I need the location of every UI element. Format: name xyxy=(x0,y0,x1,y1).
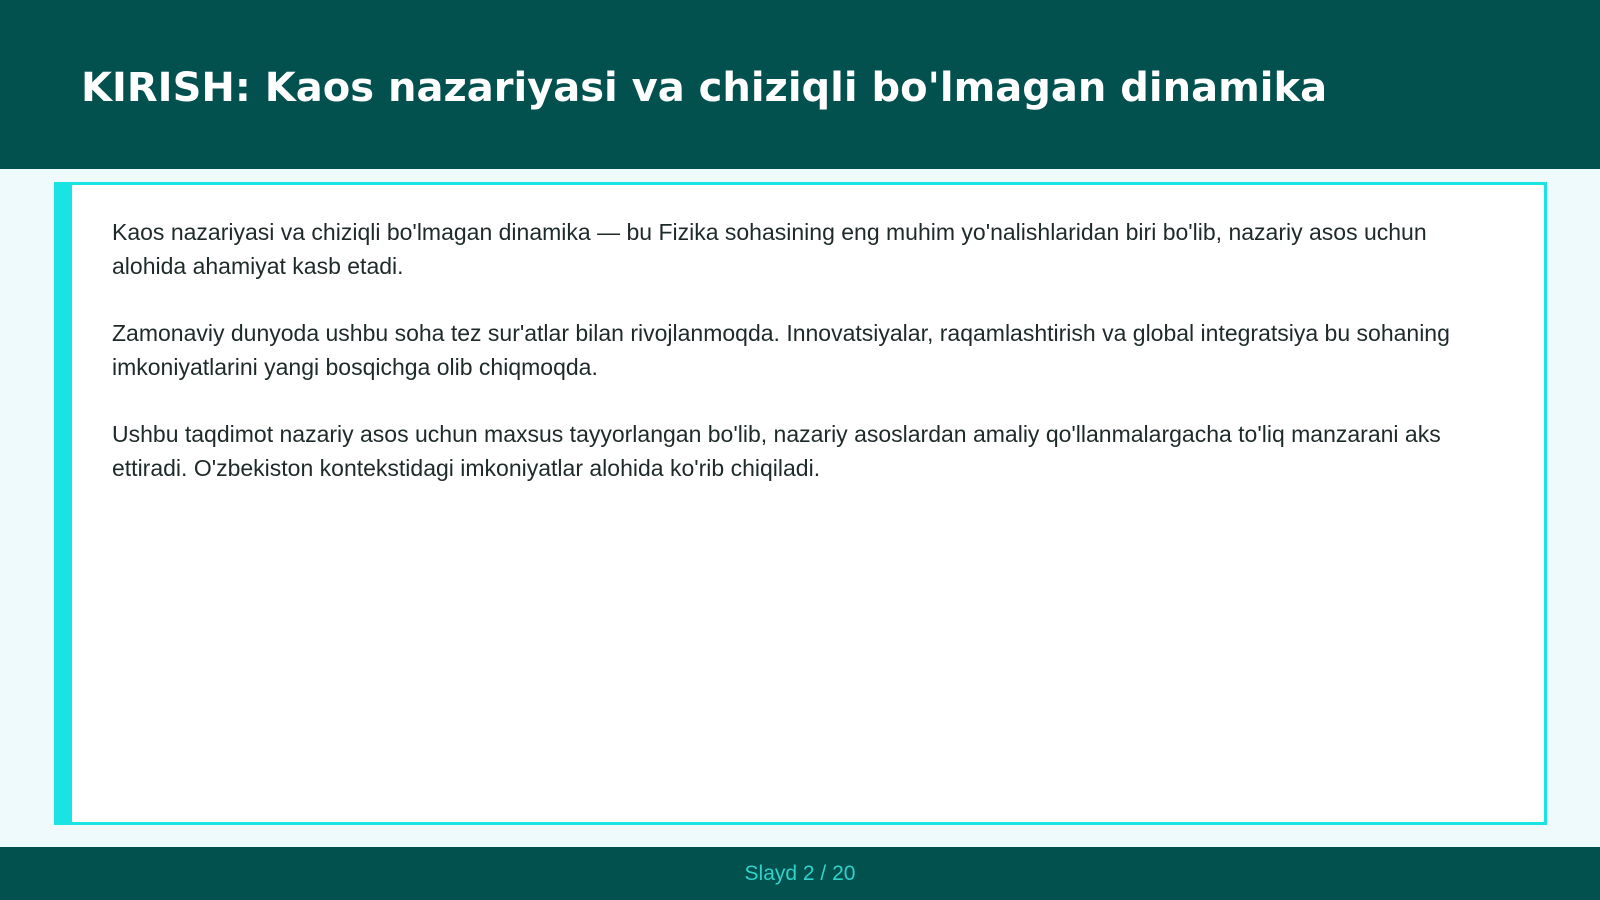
slide-header xyxy=(0,0,1600,169)
slide-title: KIRISH: Kaos nazariyasi va chiziqli bo'lmagan dinamika xyxy=(81,65,1328,111)
slide-footer xyxy=(0,847,1600,900)
paragraph: Kaos nazariyasi va chiziqli bo'lmagan dinamika — bu Fizika sohasining eng muhim yo'nalishlaridan biri bo'lib, nazariy asos uchun alohida ahamiyat kasb etadi. xyxy=(112,219,1427,279)
paragraph-list xyxy=(112,215,1507,518)
slide-counter: Slayd 2 / 20 xyxy=(744,862,856,885)
paragraph: Ushbu taqdimot nazariy asos uchun maxsus tayyorlangan bo'lib, nazariy asoslardan amaliy qo'llanmalargacha to'liq manzarani aks ettiradi. O'zbekiston kontekstidagi imkoniyatlar alohida ko'rib chiqiladi. xyxy=(112,421,1441,481)
content-panel xyxy=(54,182,1547,825)
paragraph: Zamonaviy dunyoda ushbu soha tez sur'atlar bilan rivojlanmoqda. Innovatsiyalar, raqamlashtirish va global integratsiya bu sohaning imkoniyatlarini yangi bosqichga olib chiqmoqda. xyxy=(112,320,1450,380)
